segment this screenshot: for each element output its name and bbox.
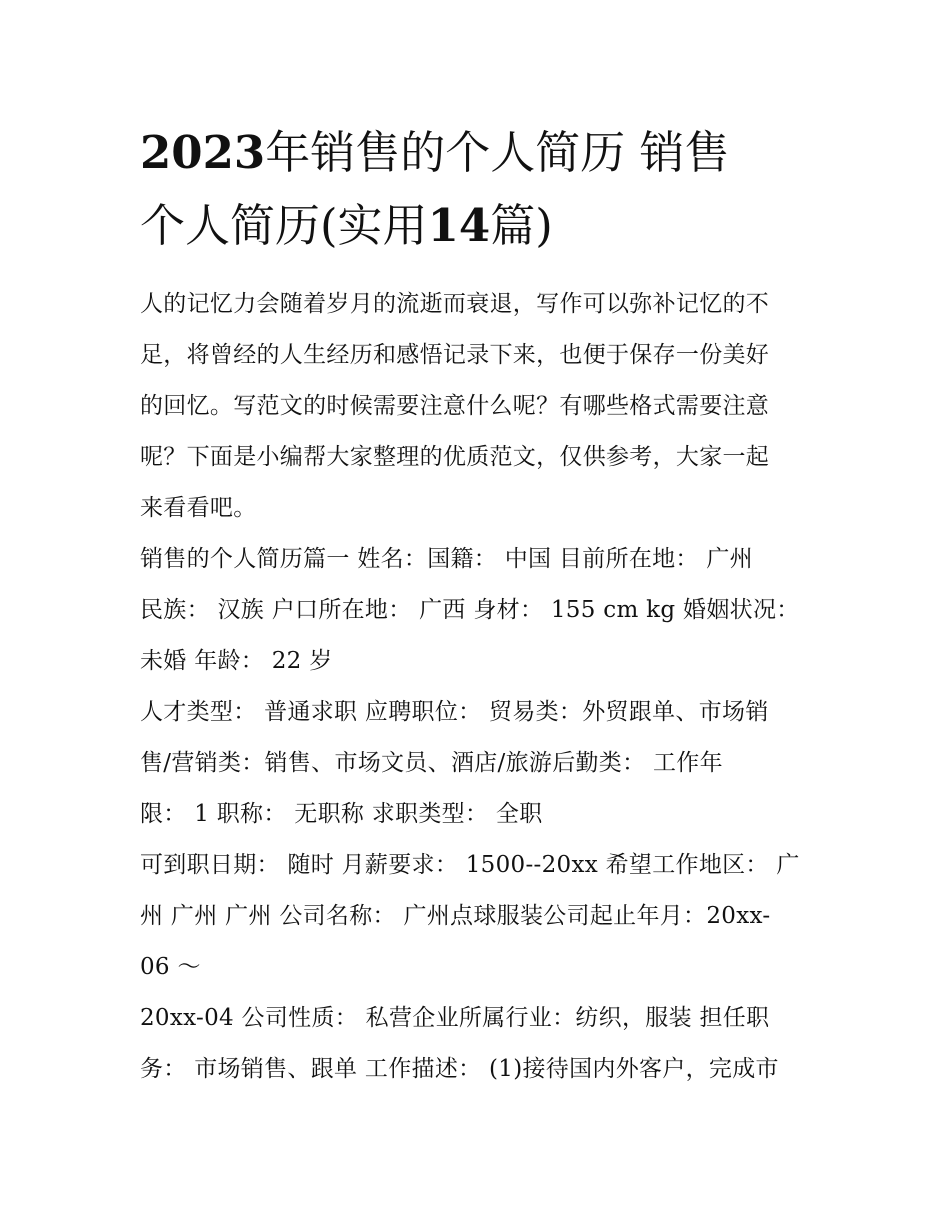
body-line: 人才类型： 普通求职 应聘职位： 贸易类：外贸跟单、市场销 [140,699,769,725]
body-line: 务： 市场销售、跟单 工作描述： (1)接待国内外客户，完成市 [140,1056,779,1082]
document-body [140,284,820,1100]
body-line: 足，将曾经的人生经历和感悟记录下来，也便于保存一份美好 [140,342,770,368]
body-line: 呢？下面是小编帮大家整理的优质范文，仅供参考，大家一起 [140,444,770,470]
body-line: 未婚 年龄： 22 岁 [140,648,333,674]
title-text-2a: 个人简历(实用 [140,199,428,252]
body-line: 06 ～ [140,954,201,980]
body-line: 销售的个人简历篇一 姓名：国籍： 中国 目前所在地： 广州 [140,546,753,572]
title-text-1: 年销售的个人简历 销售 [265,126,730,179]
body-line: 的回忆。写范文的时候需要注意什么呢？有哪些格式需要注意 [140,393,770,419]
title-line-2 [140,189,820,262]
body-line: 售/营销类：销售、市场文员、酒店/旅游后勤类： 工作年 [140,750,723,776]
document-title [140,116,820,262]
title-count: 14 [427,199,491,252]
body-line: 州 广州 广州 公司名称： 广州点球服装公司起止年月：20xx- [140,903,771,929]
title-line-1 [140,116,820,189]
body-line: 限： 1 职称： 无职称 求职类型： 全职 [140,801,543,827]
body-line: 人的记忆力会随着岁月的流逝而衰退，写作可以弥补记忆的不 [140,291,770,317]
body-line: 可到职日期： 随时 月薪要求： 1500--20xx 希望工作地区： 广 [140,852,800,878]
title-text-2b: 篇) [490,199,553,252]
body-line: 20xx-04 公司性质： 私营企业所属行业：纺织，服装 担任职 [140,1005,770,1031]
body-line: 来看看吧。 [140,495,257,521]
body-line: 民族： 汉族 户口所在地： 广西 身材： 155 cm kg 婚姻状况： [140,597,800,623]
title-year: 2023 [140,126,266,179]
